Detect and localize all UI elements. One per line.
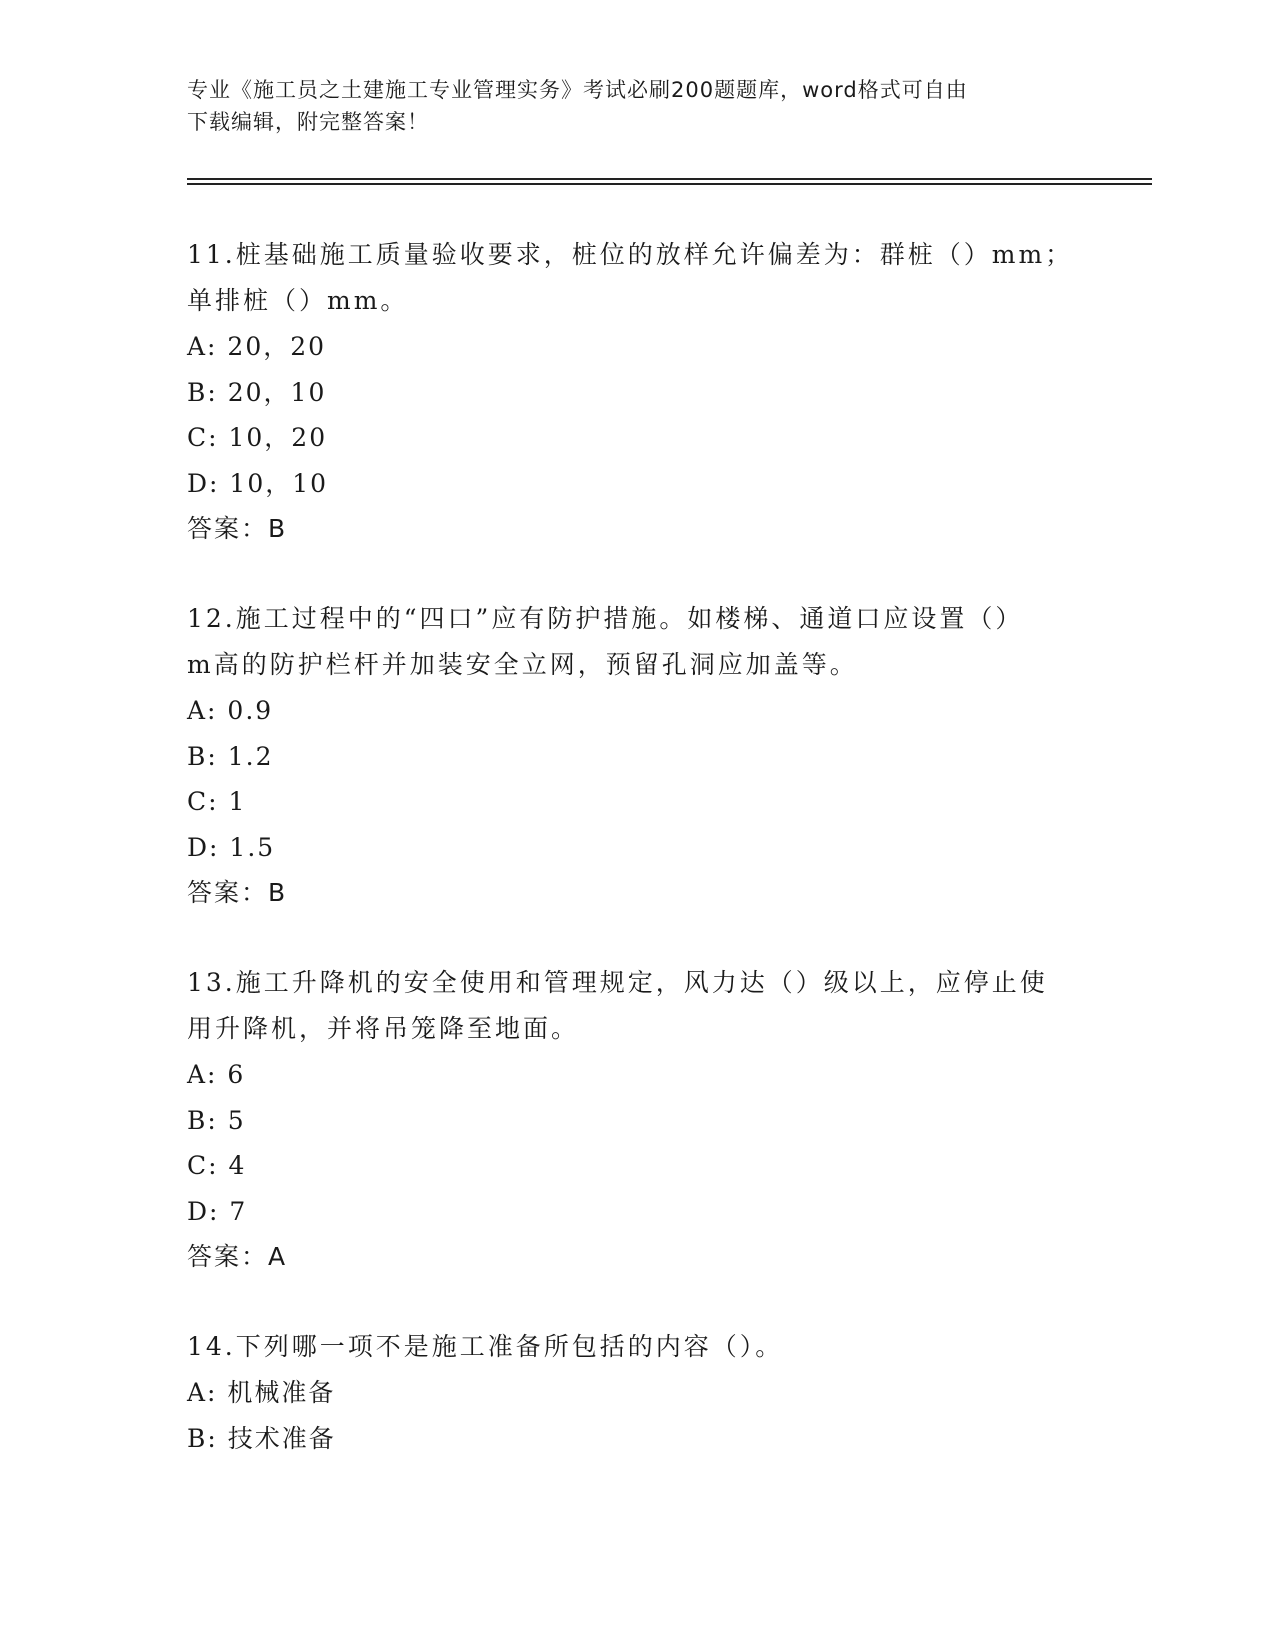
- question-text: [187, 232, 1087, 324]
- option-a: A: 6: [187, 1060, 246, 1089]
- document-header: [187, 74, 1067, 138]
- option-c: C: 1: [187, 787, 247, 816]
- option-b: B: 20，10: [187, 377, 327, 407]
- option-d: D: 10，10: [187, 468, 329, 498]
- option-b: B: 技术准备: [187, 1423, 336, 1453]
- question-text: [187, 1324, 1087, 1370]
- option-c: C: 10，20: [187, 423, 328, 452]
- header-divider-bottom: [187, 183, 1152, 185]
- header-line-1: 专业《施工员之土建施工专业管理实务》考试必刷200题题库，word格式可自由: [187, 78, 968, 102]
- option-a: A: 20，20: [187, 332, 327, 361]
- option-a: A: 0.9: [187, 696, 274, 725]
- option-b: B: 5: [187, 1105, 246, 1135]
- question-11: [187, 232, 1087, 552]
- question-13: [187, 960, 1087, 1280]
- option-a: A: 机械准备: [187, 1378, 336, 1407]
- question-text-line: 用升降机，并将吊笼降至地面。: [187, 1014, 580, 1043]
- header-divider-top: [187, 178, 1152, 180]
- question-text-line: 13.施工升降机的安全使用和管理规定，风力达（）级以上，应停止使: [187, 968, 1048, 997]
- question-text-line: 12.施工过程中的“四口”应有防护措施。如楼梯、通道口应设置（）: [187, 604, 1024, 633]
- question-text-line: 单排桩（）mm。: [187, 286, 409, 315]
- answer-label: 答案：B: [187, 514, 288, 543]
- question-list: [187, 232, 1087, 1461]
- header-line-2: 下载编辑，附完整答案！: [187, 110, 429, 134]
- question-text: [187, 596, 1087, 688]
- question-12: [187, 596, 1087, 916]
- question-14: [187, 1324, 1087, 1461]
- option-b: B: 1.2: [187, 741, 274, 771]
- answer-label: 答案：A: [187, 1242, 288, 1271]
- option-d: D: 7: [187, 1196, 248, 1226]
- answer-label: 答案：B: [187, 878, 288, 907]
- question-text-line: 14.下列哪一项不是施工准备所包括的内容（）。: [187, 1332, 784, 1361]
- option-c: C: 4: [187, 1151, 247, 1180]
- question-text: [187, 960, 1087, 1052]
- question-text-line: 11.桩基础施工质量验收要求，桩位的放样允许偏差为：群桩（）mm；: [187, 240, 1074, 269]
- option-d: D: 1.5: [187, 832, 276, 862]
- question-text-line: m高的防护栏杆并加装安全立网，预留孔洞应加盖等。: [187, 650, 858, 679]
